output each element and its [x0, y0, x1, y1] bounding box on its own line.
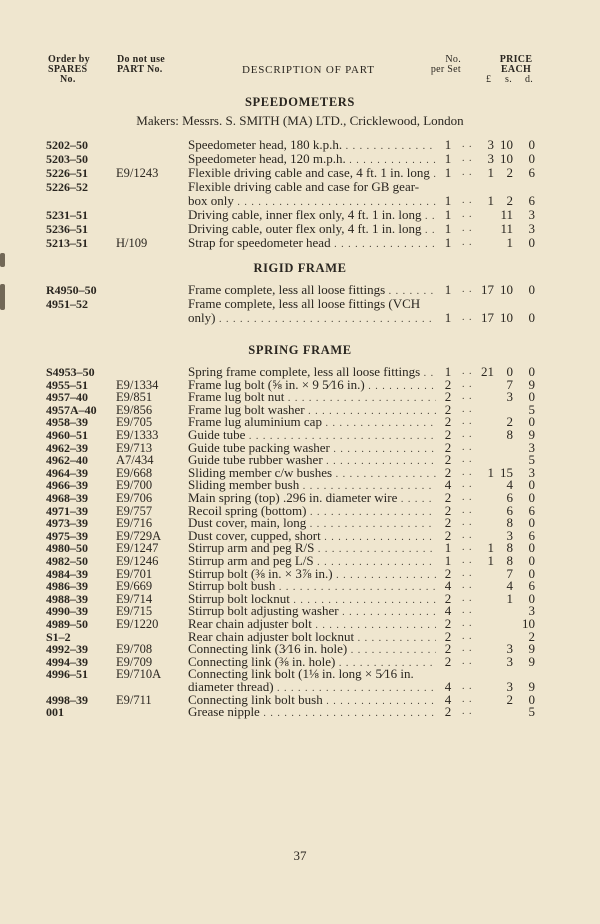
price-shillings: 2	[506, 165, 513, 180]
price-pence: 0	[528, 515, 535, 531]
part-description: Sliding member bush . .	[188, 478, 436, 494]
leader-dots: . .	[462, 706, 473, 718]
price-shillings: 6	[506, 490, 513, 505]
table-row	[0, 297, 600, 311]
table-row	[0, 222, 600, 236]
price-pounds: 3	[487, 151, 494, 166]
table-row	[0, 705, 600, 719]
order-number: 5226–51	[46, 166, 88, 180]
order-number: 4998–39	[46, 692, 88, 707]
part-number: H/109	[116, 236, 148, 250]
price-shillings: 2	[506, 691, 513, 707]
part-number: E9/701	[116, 566, 153, 581]
part-description: Guide tube packing washer . .	[188, 441, 436, 457]
price-pounds: 1	[487, 193, 494, 208]
leader-dots: . .	[462, 492, 473, 503]
price-pounds: 17	[481, 310, 494, 325]
price-pence: 0	[528, 235, 535, 250]
table-row	[0, 208, 600, 222]
leader-dots: . .	[462, 195, 473, 206]
leader-dots: . .	[462, 366, 473, 377]
price-pence: 3	[528, 207, 535, 222]
part-number: E9/757	[116, 503, 153, 518]
part-description: Grease nipple . .	[188, 705, 436, 721]
price-pence: 0	[528, 389, 535, 405]
part-description: Dust cover, main, long . .	[188, 516, 436, 532]
part-number: E9/714	[116, 591, 153, 606]
part-number: E9/711	[116, 692, 152, 707]
leader-dots: . .	[462, 454, 473, 466]
quantity-per-set: 1	[444, 151, 452, 166]
part-description: Dust cover, cupped, short . .	[188, 529, 436, 545]
order-number: 001	[46, 705, 64, 720]
leader-dots: . .	[462, 643, 473, 655]
order-number: 5231–51	[46, 208, 88, 222]
part-number: E9/713	[116, 440, 153, 455]
order-number: 4957–40	[46, 390, 88, 405]
header-price	[493, 55, 539, 75]
price-pence: 6	[528, 165, 535, 180]
quantity-per-set: 2	[444, 427, 452, 442]
leader-dots: . .	[462, 223, 473, 234]
header-do-not-use-line: PART No.	[117, 64, 163, 75]
price-shillings: 15	[500, 464, 513, 480]
part-number: E9/1247	[116, 541, 159, 556]
price-shillings: 3	[506, 679, 513, 694]
leader-dots: . .	[462, 416, 473, 428]
part-description: Stirrup bolt adjusting washer . .	[188, 604, 436, 620]
price-pence: 3	[528, 439, 535, 455]
part-number: E9/709	[116, 654, 153, 669]
order-number: 4958–39	[46, 415, 88, 430]
part-description: Strap for speedometer head . .	[188, 236, 436, 252]
price-shillings: 3	[506, 389, 513, 405]
quantity-per-set: 1	[444, 207, 452, 222]
price-shillings: 7	[506, 376, 513, 392]
quantity-per-set: 2	[444, 389, 452, 405]
price-shillings: 2	[506, 414, 513, 430]
leader-dots: . .	[462, 429, 473, 440]
order-number: 5226–52	[46, 180, 88, 194]
price-shillings: 10	[500, 282, 513, 297]
header-description: DESCRIPTION OF PART	[242, 64, 375, 76]
header-order-by-line: SPARES	[48, 64, 88, 75]
price-pounds: 21	[481, 364, 494, 379]
price-shillings: 8	[506, 427, 513, 442]
header-price-line: PRICE	[499, 54, 533, 65]
part-description: Connecting link bolt (1⅛ in. long × 5⁄16 in.	[188, 667, 414, 682]
leader-dots: . .	[462, 605, 473, 617]
order-number: 4971–39	[46, 503, 88, 518]
part-number: E9/1246	[116, 554, 159, 568]
order-number: S4953–50	[46, 365, 95, 379]
price-shillings: 8	[506, 515, 513, 531]
leader-dots: . .	[462, 312, 473, 323]
price-shillings: 11	[500, 221, 513, 236]
price-pence: 0	[528, 137, 535, 152]
part-description: Rear chain adjuster bolt . .	[188, 617, 436, 633]
quantity-per-set: 1	[444, 282, 452, 297]
order-number: S1–2	[46, 629, 71, 644]
quantity-per-set: 2	[444, 439, 452, 455]
order-number: 4996–51	[46, 667, 88, 682]
quantity-per-set: 1	[444, 540, 452, 556]
order-number: 5203–50	[46, 152, 88, 166]
table-row	[0, 166, 600, 180]
leader-dots: . .	[462, 284, 473, 295]
part-description: Stirrup arm and peg R/S . .	[188, 541, 436, 557]
part-number: E9/708	[116, 642, 153, 657]
leader-dots: . .	[462, 517, 473, 529]
quantity-per-set: 1	[444, 221, 452, 236]
part-number: E9/1333	[116, 428, 159, 442]
quantity-per-set: 4	[444, 691, 452, 707]
header-order-by	[48, 55, 90, 85]
price-shillings: 8	[506, 553, 513, 568]
quantity-per-set: 1	[444, 553, 452, 568]
leader-dots: . .	[462, 542, 473, 554]
price-pence: 0	[528, 364, 535, 379]
part-description: Flexible driving cable and case, 4 ft. 1 in. long . .	[188, 166, 436, 182]
header-do-not-use	[117, 55, 165, 75]
currency-pence: d.	[525, 74, 534, 85]
part-description: Frame lug bolt washer . .	[188, 403, 436, 419]
order-number: 4960–51	[46, 428, 88, 442]
header-per-set-line: per Set	[430, 64, 461, 75]
leader-dots: . .	[462, 592, 473, 604]
quantity-per-set: 4	[444, 477, 452, 493]
order-number: 4992–39	[46, 642, 88, 657]
price-pence: 9	[528, 679, 535, 694]
header-per-set	[425, 55, 461, 75]
price-pence: 3	[528, 464, 535, 480]
price-pence: 2	[528, 628, 535, 644]
quantity-per-set: 1	[444, 165, 452, 180]
order-number: 4968–39	[46, 491, 88, 505]
part-number: E9/1243	[116, 166, 159, 180]
order-number: 4962–40	[46, 453, 88, 468]
price-pence: 3	[528, 603, 535, 619]
quantity-per-set: 2	[444, 616, 452, 631]
price-shillings: 11	[500, 207, 513, 222]
header-order-by-line: No.	[60, 74, 76, 85]
price-shillings: 10	[500, 151, 513, 166]
price-pence: 5	[528, 452, 535, 468]
quantity-per-set: 4	[444, 679, 452, 694]
price-pence: 0	[528, 691, 535, 707]
part-number: E9/705	[116, 415, 153, 430]
part-number: E9/729A	[116, 528, 162, 543]
price-pounds: 1	[487, 165, 494, 180]
order-number: 4955–51	[46, 377, 88, 392]
part-description: Speedometer head, 180 k.p.h. . .	[188, 138, 436, 154]
price-pence: 0	[528, 282, 535, 297]
part-description: Frame lug bolt (⅝ in. × 9 5⁄16 in.) . .	[188, 378, 436, 394]
header-do-not-use-line: Do not use	[117, 54, 166, 65]
leader-dots: . .	[462, 580, 473, 592]
leader-dots: . .	[462, 139, 473, 150]
price-pounds: 1	[487, 553, 494, 568]
leader-dots: . .	[462, 567, 473, 579]
leader-dots: . .	[462, 555, 473, 566]
price-pounds: 1	[487, 464, 494, 480]
price-shillings: 4	[506, 578, 513, 594]
quantity-per-set: 1	[444, 137, 452, 152]
price-shillings: 0	[506, 364, 513, 379]
quantity-per-set: 2	[444, 401, 452, 417]
leader-dots: . .	[462, 378, 473, 390]
quantity-per-set: 2	[444, 527, 452, 543]
part-number: E9/716	[116, 516, 153, 531]
quantity-per-set: 4	[444, 578, 452, 594]
quantity-per-set: 2	[444, 628, 452, 644]
leader-dots: . .	[462, 209, 473, 220]
part-description: Stirrup arm and peg L/S . .	[188, 554, 436, 570]
price-pence: 0	[528, 553, 535, 568]
price-pence: 3	[528, 221, 535, 236]
price-shillings: 3	[506, 653, 513, 669]
leader-dots: . .	[462, 441, 473, 453]
quantity-per-set: 2	[444, 515, 452, 531]
part-number: E9/706	[116, 491, 153, 505]
makers-line: Makers: Messrs. S. SMITH (MA) LTD., Cricklewood, London	[136, 113, 464, 128]
leader-dots: . .	[462, 391, 473, 403]
quantity-per-set: 2	[444, 464, 452, 480]
price-shillings: 10	[500, 137, 513, 152]
header-per-set-line: No.	[445, 54, 461, 65]
price-pence: 9	[528, 427, 535, 442]
price-pounds: 3	[487, 137, 494, 152]
leader-dots: . .	[462, 681, 473, 692]
order-number: 4982–50	[46, 554, 88, 568]
section-title-rigid-frame: RIGID FRAME	[253, 261, 347, 275]
price-pence: 6	[528, 578, 535, 594]
order-number: 4964–39	[46, 465, 88, 480]
leader-dots: . .	[462, 167, 473, 178]
quantity-per-set: 2	[444, 376, 452, 392]
price-shillings: 4	[506, 477, 513, 493]
part-description: Frame lug aluminium cap . .	[188, 415, 436, 431]
part-description: Frame lug bolt nut . .	[188, 390, 436, 406]
part-description: Spring frame complete, less all loose fittings . .	[188, 365, 436, 381]
part-description: Driving cable, outer flex only, 4 ft. 1 in. long . .	[188, 222, 436, 238]
table-row	[0, 180, 600, 194]
price-shillings: 10	[500, 310, 513, 325]
part-description: Guide tube . .	[188, 428, 436, 444]
price-shillings: 3	[506, 641, 513, 657]
price-pence: 0	[528, 490, 535, 505]
table-row	[0, 138, 600, 152]
order-number: 4962–39	[46, 440, 88, 455]
order-number: 5236–51	[46, 222, 88, 236]
part-number: E9/710A	[116, 667, 162, 682]
price-shillings: 7	[506, 565, 513, 581]
part-description: Frame complete, less all loose fittings . .	[188, 283, 436, 299]
part-description: only) . .	[188, 311, 436, 327]
part-description: Guide tube rubber washer . .	[188, 453, 436, 469]
price-pence: 6	[528, 502, 535, 518]
order-number: 5213–51	[46, 236, 88, 250]
part-description: Stirrup bolt (⅜ in. × 3⅞ in.) . .	[188, 567, 436, 583]
quantity-per-set: 4	[444, 603, 452, 619]
order-number: 4989–50	[46, 617, 88, 631]
part-description: Driving cable, inner flex only, 4 ft. 1 in. long . .	[188, 208, 436, 224]
order-number: R4950–50	[46, 283, 97, 297]
price-shillings: 8	[506, 540, 513, 556]
leader-dots: . .	[462, 153, 473, 164]
leader-dots: . .	[462, 618, 473, 629]
part-number: E9/669	[116, 579, 153, 594]
price-pence: 0	[528, 590, 535, 606]
quantity-per-set: 2	[444, 414, 452, 430]
quantity-per-set: 2	[444, 590, 452, 606]
part-number: E9/668	[116, 465, 153, 480]
part-number: E9/856	[116, 402, 153, 417]
part-number: A7/434	[116, 453, 154, 468]
part-number: E9/1334	[116, 377, 159, 392]
price-pence: 0	[528, 565, 535, 581]
price-pence: 0	[528, 151, 535, 166]
part-description: Flexible driving cable and case for GB gear-	[188, 180, 420, 194]
table-row	[0, 236, 600, 250]
quantity-per-set: 2	[444, 641, 452, 657]
part-description: diameter thread) . .	[188, 680, 436, 696]
part-description: Rear chain adjuster bolt locknut . .	[188, 630, 436, 646]
order-number: 4973–39	[46, 516, 88, 531]
quantity-per-set: 2	[444, 452, 452, 468]
price-pounds: 17	[481, 282, 494, 297]
price-pence: 9	[528, 641, 535, 657]
price-pence: 6	[528, 193, 535, 208]
part-description: box only . .	[188, 194, 436, 210]
currency-shillings: s.	[505, 74, 512, 85]
header-order-by-line: Order by	[48, 54, 90, 65]
price-pence: 9	[528, 376, 535, 392]
order-number: 4951–52	[46, 297, 88, 311]
order-number: 4966–39	[46, 478, 88, 493]
order-number: 5202–50	[46, 138, 88, 152]
table-row	[0, 194, 600, 208]
leader-dots: . .	[462, 529, 473, 541]
part-description: Main spring (top) .296 in. diameter wire . .	[188, 491, 436, 507]
currency-pounds: £	[486, 74, 492, 85]
part-description: Speedometer head, 120 m.p.h. . .	[188, 152, 436, 168]
leader-dots: . .	[462, 237, 473, 248]
leader-dots: . .	[462, 630, 473, 642]
part-description: Connecting link (3⁄16 in. hole) . .	[188, 642, 436, 658]
quantity-per-set: 2	[444, 502, 452, 518]
order-number: 4957A–40	[46, 402, 97, 417]
price-pence: 0	[528, 477, 535, 493]
price-shillings: 1	[506, 235, 513, 250]
part-number: E9/700	[116, 478, 153, 493]
quantity-per-set: 1	[444, 310, 452, 325]
quantity-per-set: 2	[444, 653, 452, 669]
part-description: Connecting link (⅜ in. hole) . .	[188, 655, 436, 671]
price-pence: 6	[528, 527, 535, 543]
order-number: 4975–39	[46, 528, 88, 543]
part-number: E9/715	[116, 604, 153, 619]
order-number: 4990–39	[46, 604, 88, 619]
leader-dots: . .	[462, 403, 473, 415]
price-pounds: 1	[487, 540, 494, 556]
price-shillings: 6	[506, 502, 513, 518]
part-description: Connecting link bolt bush . .	[188, 693, 436, 709]
part-description: Recoil spring (bottom) . .	[188, 504, 436, 520]
table-row	[0, 311, 600, 325]
order-number: 4986–39	[46, 579, 88, 594]
part-description: Stirrup bolt bush . .	[188, 579, 436, 595]
leader-dots: . .	[462, 693, 473, 705]
price-shillings: 3	[506, 527, 513, 543]
price-pence: 5	[528, 401, 535, 417]
part-description: Sliding member c/w bushes . .	[188, 466, 436, 482]
part-description: Stirrup bolt locknut . .	[188, 592, 436, 608]
order-number: 4988–39	[46, 591, 88, 606]
leader-dots: . .	[462, 466, 473, 478]
quantity-per-set: 2	[444, 704, 452, 720]
leader-dots: . .	[462, 655, 473, 667]
page-number: 37	[293, 848, 307, 863]
table-row	[0, 283, 600, 297]
price-shillings: 2	[506, 193, 513, 208]
quantity-per-set: 1	[444, 364, 452, 379]
order-number: 4994–39	[46, 654, 88, 669]
part-number: E9/851	[116, 390, 153, 405]
order-number: 4980–50	[46, 541, 88, 556]
leader-dots: . .	[462, 504, 473, 516]
quantity-per-set: 2	[444, 490, 452, 505]
order-number: 4984–39	[46, 566, 88, 581]
price-pence: 0	[528, 540, 535, 556]
price-pence: 10	[522, 616, 535, 631]
price-pence: 9	[528, 653, 535, 669]
table-row	[0, 152, 600, 166]
quantity-per-set: 2	[444, 565, 452, 581]
section-title-spring-frame: SPRING FRAME	[248, 343, 352, 357]
section-title-speedometers: SPEEDOMETERS	[244, 95, 355, 109]
price-shillings: 1	[506, 590, 513, 606]
quantity-per-set: 1	[444, 235, 452, 250]
header-price-line: EACH	[500, 64, 532, 75]
price-pence: 0	[528, 414, 535, 430]
quantity-per-set: 1	[444, 193, 452, 208]
part-number: E9/1220	[116, 617, 159, 631]
leader-dots: . .	[462, 479, 473, 491]
part-description: Frame complete, less all loose fittings (VCH	[188, 297, 421, 311]
price-pence: 5	[528, 704, 535, 720]
price-pence: 0	[528, 310, 535, 325]
